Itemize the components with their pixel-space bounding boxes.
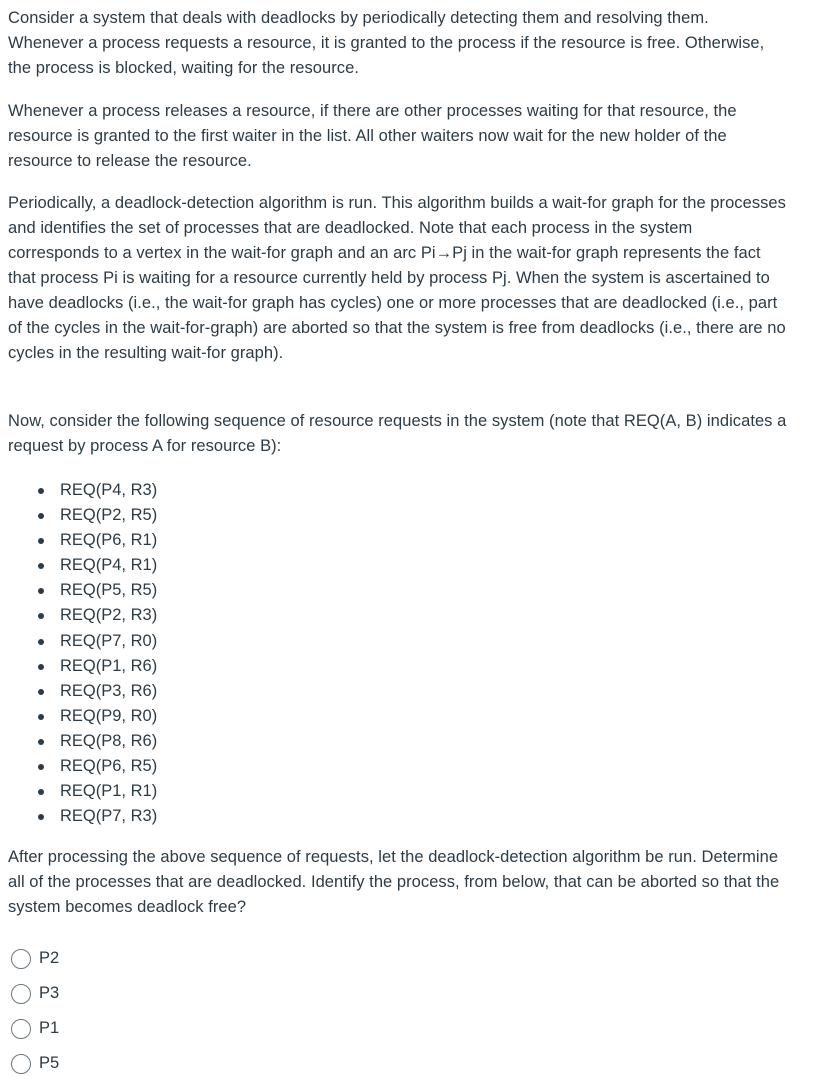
request-text: REQ(P5, R5) xyxy=(60,581,158,600)
answer-option-p1[interactable] xyxy=(11,1011,59,1046)
bullet-icon xyxy=(38,789,44,795)
answer-option-label[interactable]: P5 xyxy=(39,1054,60,1072)
list-item xyxy=(36,603,157,628)
request-text: REQ(P7, R0) xyxy=(60,631,158,650)
bullet-icon xyxy=(38,563,44,569)
list-item xyxy=(36,729,157,754)
request-text: REQ(P2, R5) xyxy=(60,506,158,525)
bullet-icon xyxy=(38,689,44,695)
list-item xyxy=(36,578,157,603)
bullet-icon xyxy=(38,664,44,670)
radio-button[interactable] xyxy=(11,949,31,969)
list-item xyxy=(36,754,157,779)
request-text: REQ(P9, R0) xyxy=(60,706,158,725)
list-item xyxy=(36,654,157,679)
bullet-icon xyxy=(38,513,44,519)
radio-button[interactable] xyxy=(11,984,31,1004)
answer-option-label[interactable]: P3 xyxy=(39,984,60,1002)
answer-options xyxy=(11,941,59,1081)
answer-option-p2[interactable] xyxy=(11,941,59,976)
bullet-icon xyxy=(38,714,44,720)
bullet-icon xyxy=(38,488,44,494)
answer-option-label[interactable]: P2 xyxy=(39,949,60,967)
request-text: REQ(P1, R1) xyxy=(60,782,158,801)
list-item xyxy=(36,478,157,503)
radio-button[interactable] xyxy=(11,1054,31,1074)
question-paragraph-detection: Periodically, a deadlock-detection algorithm is run. This algorithm builds a wait-for graph for the processes and identifies the set of processes that are deadlocked. Note that each process in the system corresponds to a vertex in the wait-for graph and an arc Pi→Pj in the wait-for graph represents the fact that process Pi is waiting for a resource currently held by process Pj. When the system is ascertained to have deadlocks (i.e., the wait-for graph has cycles) one or more processes that are deadlocked (i.e., part of the cycles in the wait-for-graph) are aborted so that the system is free from deadlocks (i.e., there are no cycles in the resulting wait-for graph). xyxy=(8,194,786,362)
bullet-icon xyxy=(38,639,44,645)
list-item xyxy=(36,779,157,804)
request-text: REQ(P1, R6) xyxy=(60,656,158,675)
list-item xyxy=(36,629,157,654)
answer-option-p5[interactable] xyxy=(11,1046,59,1081)
list-item xyxy=(36,553,157,578)
request-text: REQ(P6, R1) xyxy=(60,531,158,550)
request-text: REQ(P6, R5) xyxy=(60,757,158,776)
bullet-icon xyxy=(38,739,44,745)
bullet-icon xyxy=(38,814,44,820)
list-item xyxy=(36,704,157,729)
list-item xyxy=(36,528,157,553)
question-paragraph-prompt: After processing the above sequence of requests, let the deadlock-detection algorithm be run. Determine all of the processes that are deadlocked. Identify the process, from below, that can be aborted so that the system becomes deadlock free? xyxy=(8,848,780,916)
bullet-icon xyxy=(38,588,44,594)
bullet-icon xyxy=(38,613,44,619)
question-paragraph-sequence-intro: Now, consider the following sequence of resource requests in the system (note that REQ(A, B) indicates a request by process A for resource B): xyxy=(8,412,787,455)
request-list xyxy=(36,478,157,829)
list-item xyxy=(36,804,157,829)
request-text: REQ(P4, R3) xyxy=(60,481,158,499)
answer-option-label[interactable]: P1 xyxy=(39,1019,60,1037)
request-text: REQ(P4, R1) xyxy=(60,556,158,575)
request-text: REQ(P2, R3) xyxy=(60,606,158,625)
list-item xyxy=(36,679,157,704)
bullet-icon xyxy=(38,538,44,544)
request-text: REQ(P3, R6) xyxy=(60,681,158,700)
question-paragraph-release: Whenever a process releases a resource, if there are other processes waiting for that resource, the resource is granted to the first waiter in the list. All other waiters now wait for the new holder of the resource to release the resource. xyxy=(8,102,737,170)
bullet-icon xyxy=(38,764,44,770)
request-text: REQ(P8, R6) xyxy=(60,731,158,750)
radio-button[interactable] xyxy=(11,1019,31,1039)
list-item xyxy=(36,503,157,528)
answer-option-p3[interactable] xyxy=(11,976,59,1011)
question-paragraph-intro: Consider a system that deals with deadlocks by periodically detecting them and resolving them. Whenever a process requests a resource, it is granted to the process if the resource is free. Otherwise, the process is blocked, waiting for the resource. xyxy=(8,9,765,77)
request-text: REQ(P7, R3) xyxy=(60,807,158,826)
